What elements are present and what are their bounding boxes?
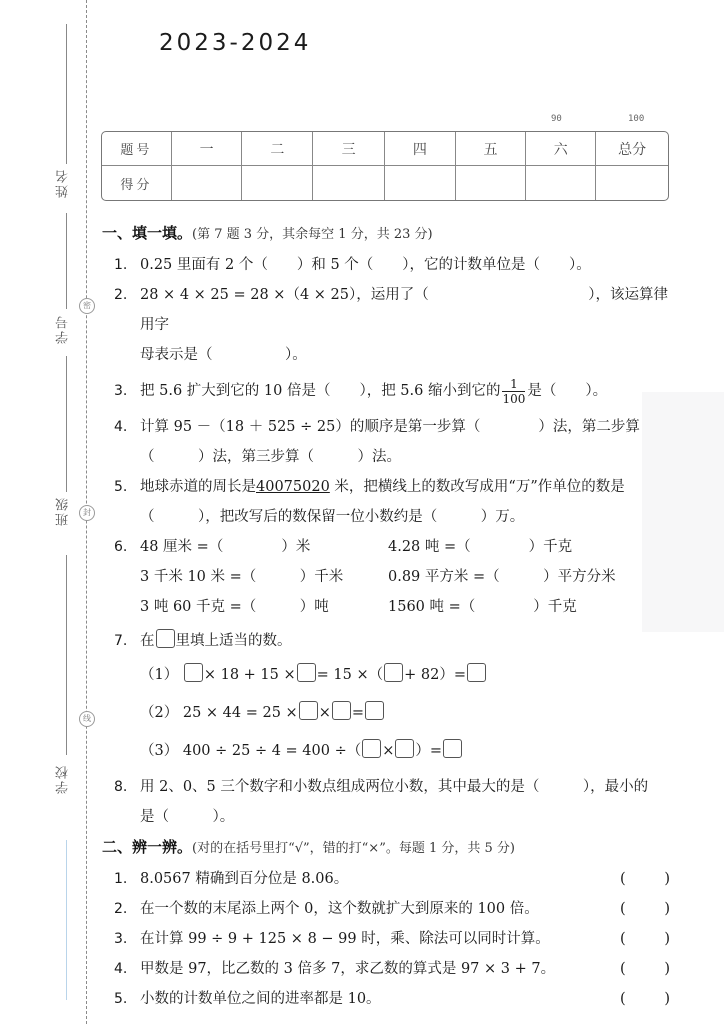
question-text-end: 里填上适当的数。: [175, 633, 292, 649]
name-field-line[interactable]: [66, 24, 67, 164]
judge-question-5: [102, 984, 674, 1014]
question-number: 5.: [114, 991, 128, 1007]
question-1-1: [102, 250, 674, 280]
conversion-item: 0.89 平方米 =（ ）平方分米: [388, 569, 616, 585]
column-6: 六: [526, 132, 596, 166]
class-label: 班级: [56, 496, 71, 526]
expr-part: =: [351, 705, 365, 721]
answer-box[interactable]: [332, 701, 351, 720]
sub-label: （2）: [140, 705, 179, 721]
answer-parentheses[interactable]: [620, 984, 670, 1014]
section-1-heading: [102, 218, 674, 250]
paren-close: ): [664, 901, 670, 917]
expr-part: ）=: [415, 743, 443, 759]
answer-box[interactable]: [395, 739, 414, 758]
answer-box[interactable]: [365, 701, 384, 720]
exam-title: 2023-2024: [159, 30, 312, 56]
score-cell-1[interactable]: [172, 166, 243, 200]
question-text: 计算 95 －（18 ＋ 525 ÷ 25）的顺序是第一步算（ ）法，第二步算: [140, 419, 640, 435]
sub-question-3: [140, 736, 674, 766]
answer-box[interactable]: [184, 663, 203, 682]
score-table: [101, 131, 669, 201]
paren-close: ): [664, 931, 670, 947]
question-1-3: [102, 376, 674, 406]
student-id-label: 学号: [56, 314, 71, 344]
question-number: 4.: [114, 419, 128, 435]
expr-part: ×: [318, 705, 331, 721]
question-text: 0.25 里面有 2 个（ ）和 5 个（ ），它的计数单位是（ ）。: [140, 257, 591, 273]
unit-conversion-grid: [140, 532, 674, 622]
answer-box[interactable]: [443, 739, 462, 758]
exam-content: [102, 218, 674, 1014]
paren-close: ): [664, 871, 670, 887]
question-number: 7.: [114, 633, 128, 649]
section-1-title: 一、填一填。: [102, 224, 193, 242]
column-total: 总分: [596, 132, 668, 166]
seal-xian-icon: 线: [79, 711, 95, 727]
question-text: 28 × 4 × 25 = 28 ×（4 × 25），运用了（ ），该运算律用字: [140, 287, 668, 333]
question-number: 2.: [114, 287, 128, 303]
answer-parentheses[interactable]: [620, 864, 670, 894]
question-number: 2.: [114, 901, 128, 917]
seal-mi-icon: 密: [79, 298, 95, 314]
conversion-item: 3 吨 60 千克 =（ ）吨: [140, 599, 329, 615]
question-text: 地球赤道的周长是: [140, 479, 256, 495]
question-1-2: [102, 280, 674, 370]
question-text: 在: [140, 633, 155, 649]
judge-question-4: [102, 954, 674, 984]
margin-line: [66, 840, 67, 1000]
score-mark-90: 90: [551, 114, 562, 124]
row-header-score: 得分: [102, 166, 172, 200]
paren-open: (: [620, 961, 626, 977]
class-field-line[interactable]: [66, 356, 67, 492]
answer-box[interactable]: [362, 739, 381, 758]
question-text-end: 是（ ）。: [527, 383, 608, 399]
question-text: 甲数是 97，比乙数的 3 倍多 7，求乙数的算式是 97 × 3 + 7。: [140, 961, 556, 977]
school-label: 学校: [56, 764, 71, 794]
sub-question-2: [140, 698, 674, 728]
score-cell-6[interactable]: [526, 166, 596, 200]
answer-parentheses[interactable]: [620, 924, 670, 954]
judge-question-3: [102, 924, 674, 954]
score-cell-5[interactable]: [456, 166, 527, 200]
column-5: 五: [456, 132, 527, 166]
row-header-question-number: 题号: [102, 132, 172, 166]
expr-part: × 18 + 15 ×: [203, 667, 296, 683]
column-2: 二: [242, 132, 313, 166]
section-2-title: 二、辨一辨。: [102, 838, 193, 856]
expr-part: 400 ÷ 25 ÷ 4 = 400 ÷（: [182, 743, 362, 759]
answer-box[interactable]: [384, 663, 403, 682]
paren-open: (: [620, 871, 626, 887]
answer-box[interactable]: [299, 701, 318, 720]
question-number: 3.: [114, 383, 128, 399]
question-text: 把 5.6 扩大到它的 10 倍是（ ），把 5.6 缩小到它的: [140, 383, 501, 399]
question-number: 1.: [114, 871, 128, 887]
answer-box-icon: [156, 629, 175, 648]
fraction-numerator: 1: [502, 377, 525, 392]
question-text-cont: 是（ ）。: [140, 809, 235, 825]
question-1-6: [102, 532, 674, 622]
score-cell-4[interactable]: [385, 166, 456, 200]
question-text-cont: （ ）法，第三步算（ ）法。: [140, 449, 401, 465]
answer-parentheses[interactable]: [620, 894, 670, 924]
seal-feng-icon: 封: [79, 505, 95, 521]
answer-box[interactable]: [297, 663, 316, 682]
paren-open: (: [620, 991, 626, 1007]
question-text: 小数的计数单位之间的进率都是 10。: [140, 991, 381, 1007]
paren-open: (: [620, 931, 626, 947]
question-text: 在一个数的末尾添上两个 0，这个数就扩大到原来的 100 倍。: [140, 901, 539, 917]
question-number: 1.: [114, 257, 128, 273]
paren-close: ): [664, 991, 670, 1007]
school-field-line[interactable]: [66, 555, 67, 755]
conversion-item: 1560 吨 =（ ）千克: [388, 599, 577, 615]
expr-part: 25 × 44 = 25 ×: [182, 705, 298, 721]
column-3: 三: [313, 132, 385, 166]
expr-part: ×: [382, 743, 395, 759]
score-cell-3[interactable]: [313, 166, 385, 200]
question-number: 5.: [114, 479, 128, 495]
column-4: 四: [385, 132, 456, 166]
conversion-item: 3 千米 10 米 =（ ）千米: [140, 569, 344, 585]
judge-question-1: [102, 864, 674, 894]
section-2-heading: [102, 832, 674, 864]
fraction-denominator: 100: [502, 391, 526, 406]
expr-part: + 82）=: [404, 667, 466, 683]
question-number: 3.: [114, 931, 128, 947]
question-text: 8.0567 精确到百分位是 8.06。: [140, 871, 349, 887]
question-number: 4.: [114, 961, 128, 977]
question-text: 在计算 99 ÷ 9 + 125 × 8 − 99 时，乘、除法可以同时计算。: [140, 931, 550, 947]
question-1-4: [102, 412, 674, 472]
score-mark-100: 100: [628, 114, 645, 124]
question-text-cont: 母表示是（ ）。: [140, 347, 307, 363]
answer-box[interactable]: [467, 663, 486, 682]
sub-label: （1）: [140, 667, 179, 683]
question-number: 8.: [114, 779, 128, 795]
student-id-field-line[interactable]: [66, 213, 67, 309]
judge-question-2: [102, 894, 674, 924]
answer-parentheses[interactable]: [620, 954, 670, 984]
conversion-item: 48 厘米 =（ ）米: [140, 539, 311, 555]
question-text: 用 2、0、5 三个数字和小数点组成两位小数，其中最大的是（ ），最小的: [140, 779, 649, 795]
paren-close: ): [664, 961, 670, 977]
question-text-cont: （ ），把改写后的数保留一位小数约是（ ）万。: [140, 509, 525, 525]
sub-label: （3）: [140, 743, 179, 759]
column-1: 一: [172, 132, 243, 166]
expr-part: = 15 ×（: [316, 667, 384, 683]
paren-open: (: [620, 901, 626, 917]
fraction-one-hundredth: [502, 377, 525, 406]
score-row: [102, 166, 668, 200]
conversion-item: 4.28 吨 =（ ）千克: [388, 539, 573, 555]
question-text-mid: 米，把横线上的数改写成用“万”作单位的数是: [329, 479, 625, 495]
score-cell-total[interactable]: [596, 166, 668, 200]
question-1-5: [102, 472, 674, 532]
section-2-note: (对的在括号里打“√”，错的打“×”。每题 1 分，共 5 分): [192, 841, 515, 856]
question-number: 6.: [114, 539, 128, 555]
sub-question-1: [140, 660, 674, 690]
underlined-number: 40075020: [256, 479, 330, 495]
section-1-note: (第 7 题 3 分，其余每空 1 分，共 23 分): [192, 227, 433, 242]
question-1-7: [102, 626, 674, 766]
question-number-row: [102, 132, 668, 166]
name-label: 姓名: [56, 168, 71, 198]
question-1-8: [102, 772, 674, 832]
score-cell-2[interactable]: [242, 166, 313, 200]
